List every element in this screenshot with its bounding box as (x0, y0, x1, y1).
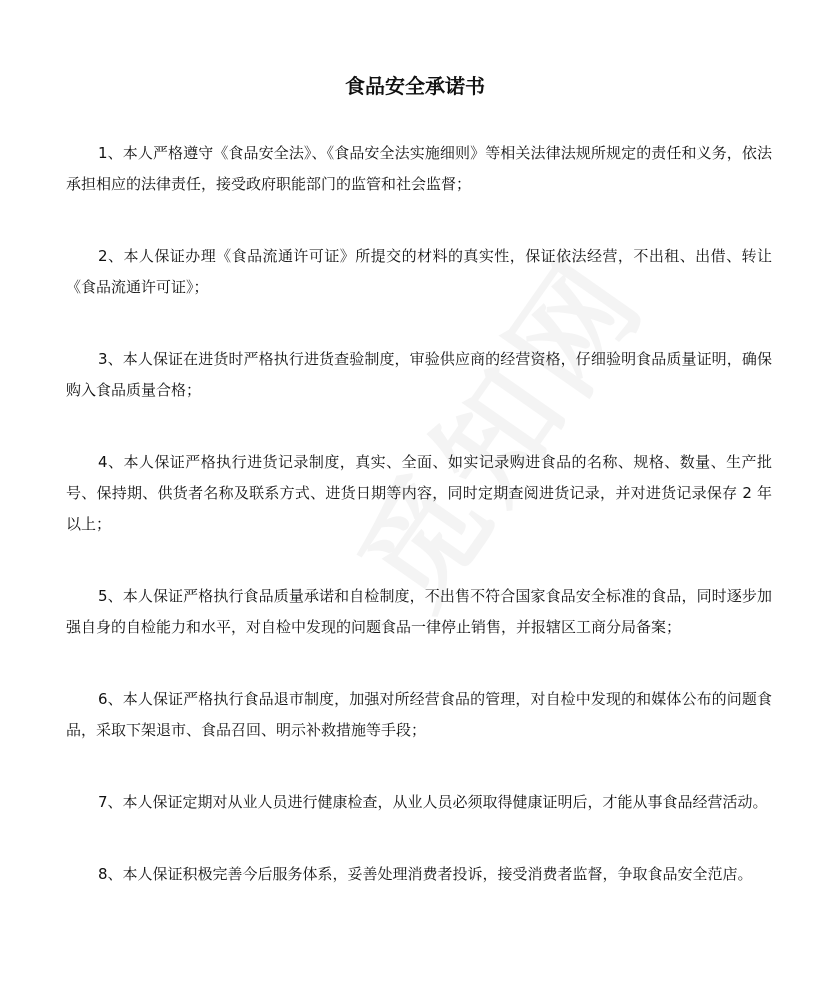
clause-7: 7、本人保证定期对从业人员进行健康检查，从业人员必须取得健康证明后，才能从事食品经营活动。 (98, 793, 768, 811)
page-title: 食品安全承诺书 (345, 74, 485, 98)
clause-8: 8、本人保证积极完善今后服务体系，妥善处理消费者投诉，接受消费者监督，争取食品安全范店。 (98, 865, 753, 883)
clause-5: 5、本人保证严格执行食品质量承诺和自检制度，不出售不符合国家食品安全标准的食品，同时逐步加强自身的自检能力和水平，对自检中发现的问题食品一律停止销售，并报辖区工商分局备案； (66, 587, 772, 636)
clause-6: 6、本人保证严格执行食品退市制度，加强对所经营食品的管理，对自检中发现的和媒体公布的问题食品，采取下架退市、食品召回、明示补救措施等手段； (66, 690, 772, 739)
clause-1: 1、本人严格遵守《食品安全法》、《食品安全法实施细则》等相关法律法规所规定的责任和义务，依法承担相应的法律责任，接受政府职能部门的监管和社会监督； (66, 144, 772, 193)
commitment-clauses (66, 138, 772, 931)
clause-4: 4、本人保证严格执行进货记录制度，真实、全面、如实记录购进食品的名称、规格、数量、生产批号、保持期、供货者名称及联系方式、进货日期等内容，同时定期查阅进货记录，并对进货记录保存 2 年以上； (66, 453, 772, 533)
clause-3: 3、本人保证在进货时严格执行进货查验制度，审验供应商的经营资格，仔细验明食品质量证明，确保购入食品质量合格； (66, 350, 772, 399)
clause-2: 2、本人保证办理《食品流通许可证》所提交的材料的真实性，保证依法经营，不出租、出借、转让《食品流通许可证》； (66, 247, 772, 296)
